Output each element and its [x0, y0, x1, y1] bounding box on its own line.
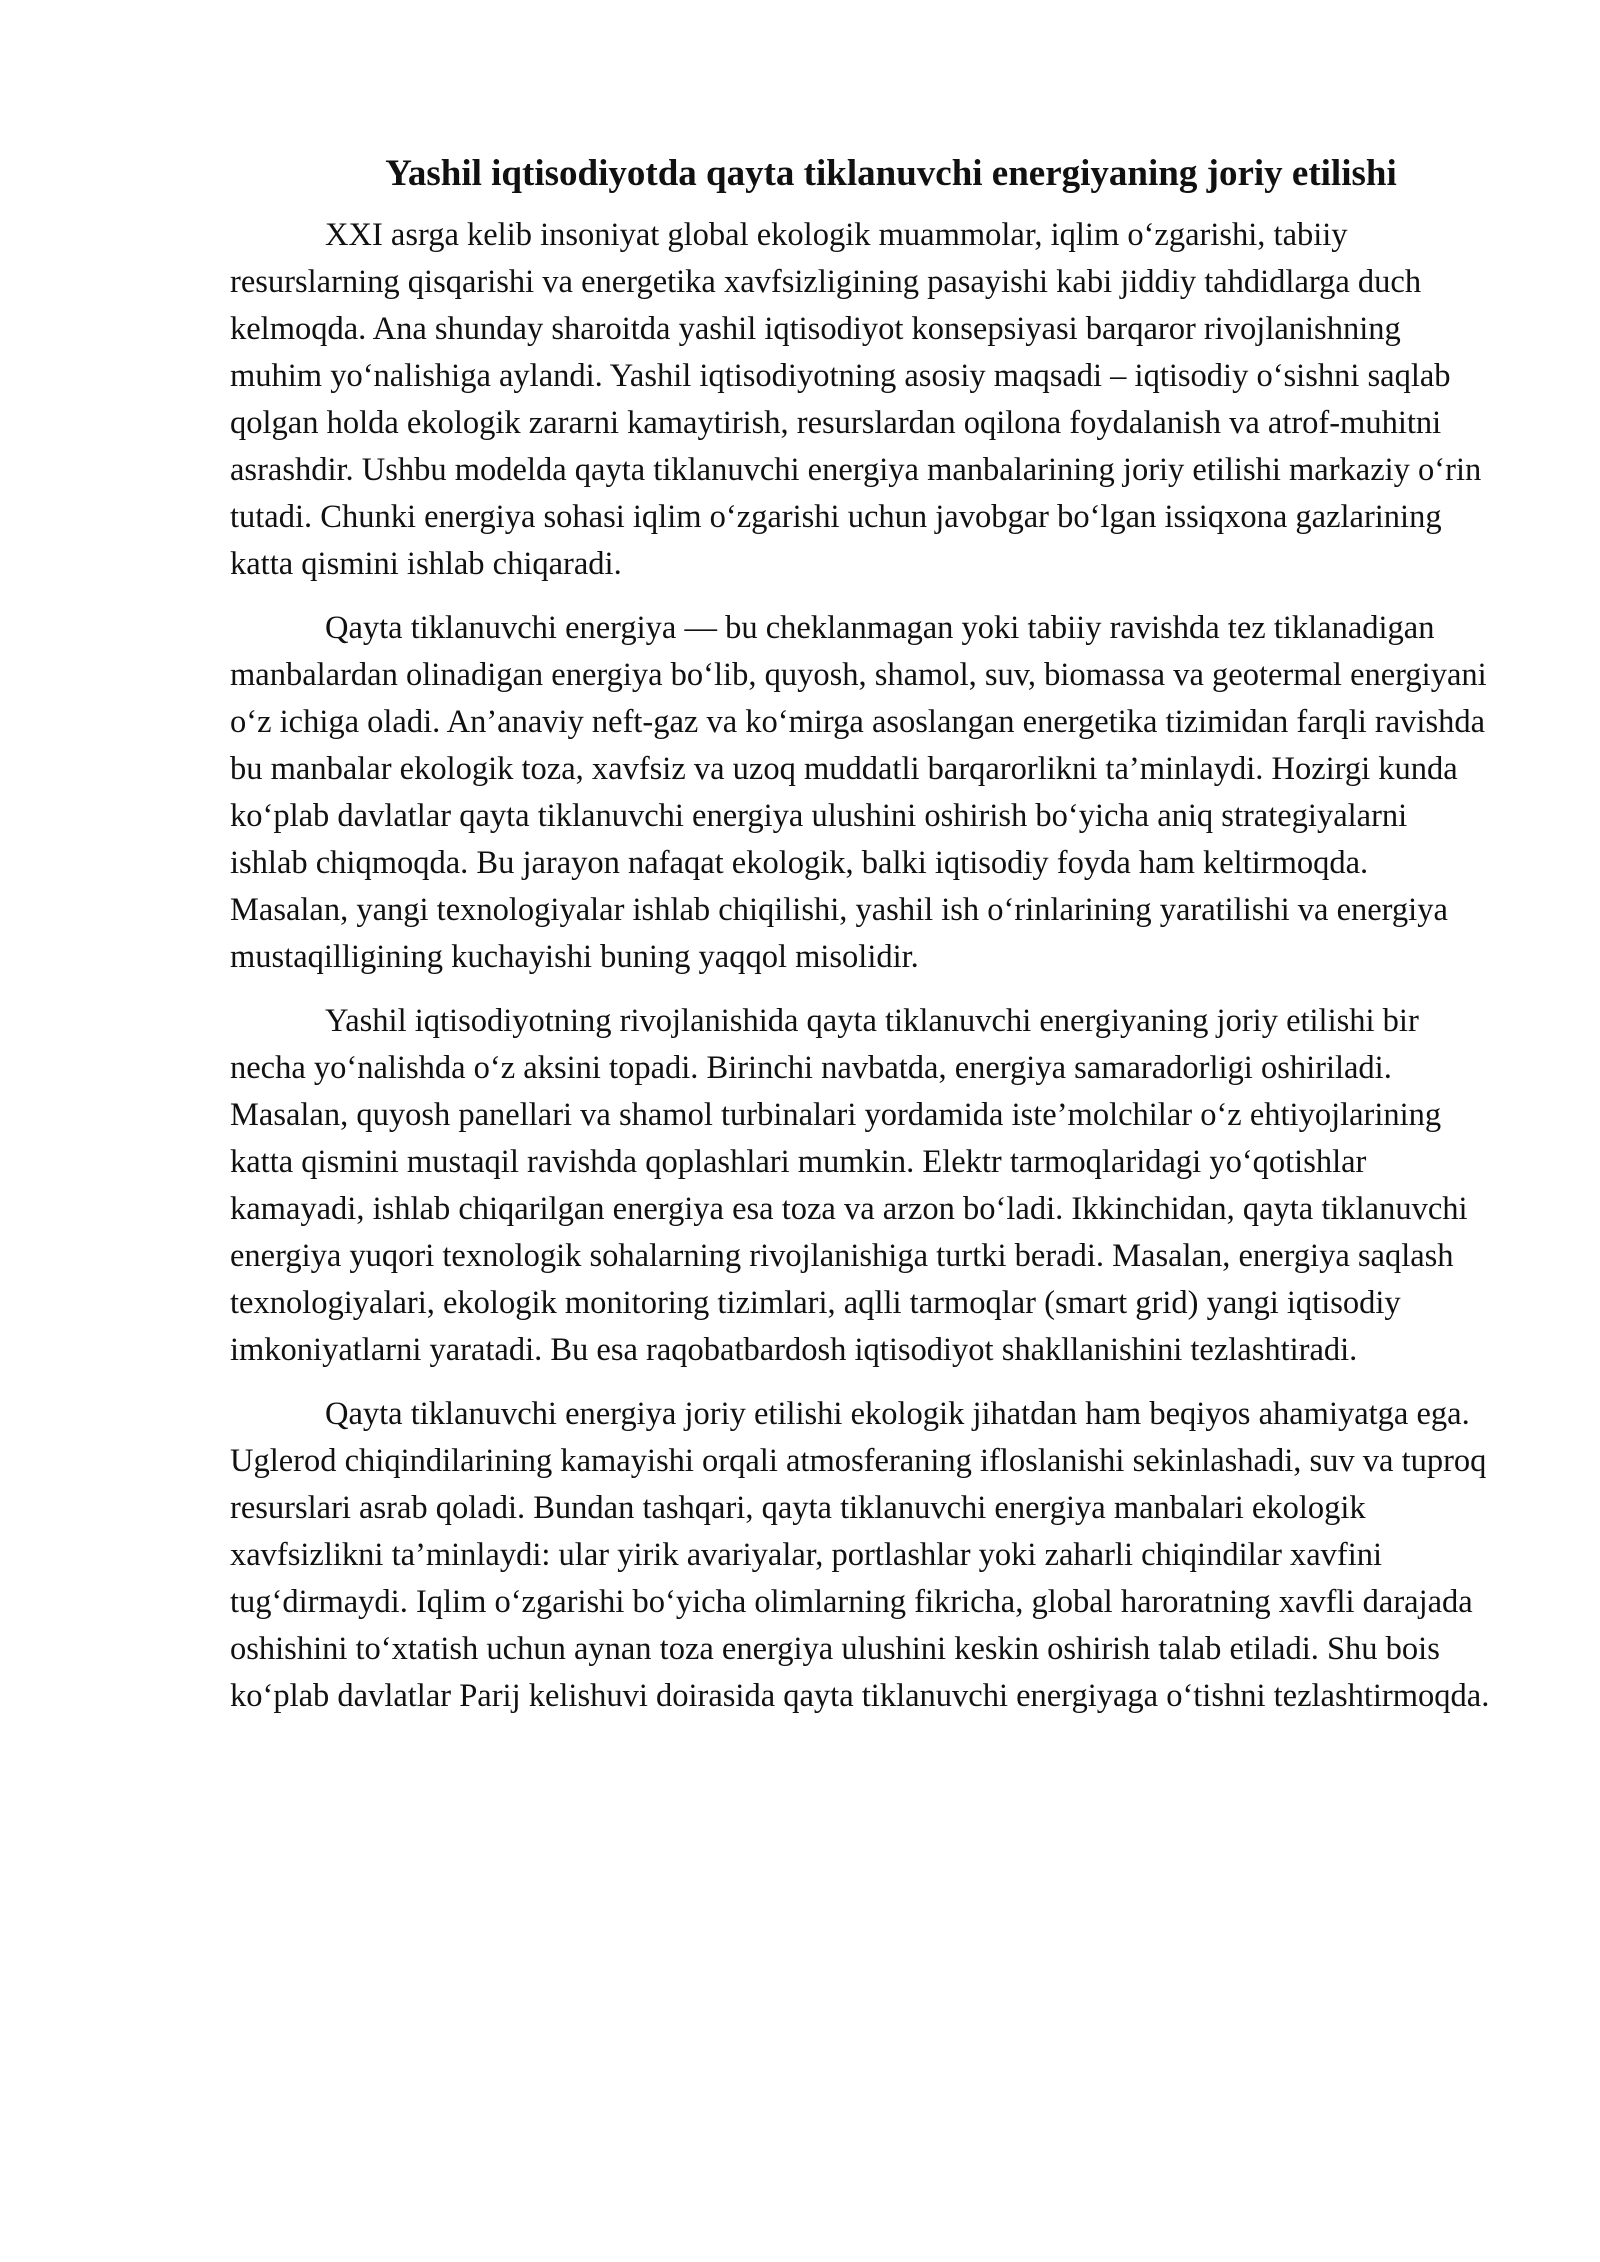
document-body [230, 150, 1492, 1737]
document-title: Yashil iqtisodiyotda qayta tiklanuvchi energiyaning joriy etilishi [385, 153, 1397, 194]
paragraph-4: Qayta tiklanuvchi energiya joriy etilishi ekologik jihatdan ham beqiyos ahamiyatga ega. Uglerod chiqindilarining kamayishi orqali atmosferaning ifloslanishi sekinlashadi, suv va tuproq resurslari asrab qoladi. Bundan tashqari, qayta tiklanuvchi energiya manbalari ekologik xavfsizlikni ta’minlaydi: ular yirik avariyalar, portlashlar yoki zaharli chiqindilar xavfini tug‘dirmaydi. Iqlim o‘zgarishi bo‘yicha olimlarning fikricha, global haroratning xavfli darajada oshishini to‘xtatish uchun aynan toza energiya ulushini keskin oshirish talab etiladi. Shu bois ko‘plab davlatlar Parij kelishuvi doirasida qayta tiklanuvchi energiyaga o‘tishni tezlashtirmoqda. [230, 1396, 1490, 1714]
paragraph-2: Qayta tiklanuvchi energiya — bu cheklanmagan yoki tabiiy ravishda tez tiklanadigan manbalardan olinadigan energiya bo‘lib, quyosh, shamol, suv, biomassa va geotermal energiyani o‘z ichiga oladi. An’anaviy neft-gaz va ko‘mirga asoslangan energetika tizimidan farqli ravishda bu manbalar ekologik toza, xavfsiz va uzoq muddatli barqarorlikni ta’minlaydi. Hozirgi kunda ko‘plab davlatlar qayta tiklanuvchi energiya ulushini oshirish bo‘yicha aniq strategiyalarni ishlab chiqmoqda. Bu jarayon nafaqat ekologik, balki iqtisodiy foyda ham keltirmoqda. Masalan, yangi texnologiyalar ishlab chiqilishi, yashil ish o‘rinlarining yaratilishi va energiya mustaqilligining kuchayishi buning yaqqol misolidir. [230, 610, 1487, 975]
paragraph-3: Yashil iqtisodiyotning rivojlanishida qayta tiklanuvchi energiyaning joriy etilishi bir necha yo‘nalishda o‘z aksini topadi. Birinchi navbatda, energiya samaradorligi oshiriladi. Masalan, quyosh panellari va shamol turbinalari yordamida iste’molchilar o‘z ehtiyojlarining katta qismini mustaqil ravishda qoplashlari mumkin. Elektr tarmoqlaridagi yo‘qotishlar kamayadi, ishlab chiqarilgan energiya esa toza va arzon bo‘ladi. Ikkinchidan, qayta tiklanuvchi energiya yuqori texnologik sohalarning rivojlanishiga turtki beradi. Masalan, energiya saqlash texnologiyalari, ekologik monitoring tizimlari, aqlli tarmoqlar (smart grid) yangi iqtisodiy imkoniyatlarni yaratadi. Bu esa raqobatbardosh iqtisodiyot shakllanishini tezlashtiradi. [230, 1003, 1468, 1368]
paragraph-1: XXI asrga kelib insoniyat global ekologik muammolar, iqlim o‘zgarishi, tabiiy resurslarning qisqarishi va energetika xavfsizligining pasayishi kabi jiddiy tahdidlarga duch kelmoqda. Ana shunday sharoitda yashil iqtisodiyot konsepsiyasi barqaror rivojlanishning muhim yo‘nalishiga aylandi. Yashil iqtisodiyotning asosiy maqsadi – iqtisodiy o‘sishni saqlab qolgan holda ekologik zararni kamaytirish, resurslardan oqilona foydalanish va atrof-muhitni asrashdir. Ushbu modelda qayta tiklanuvchi energiya manbalarining joriy etilishi markaziy o‘rin tutadi. Chunki energiya sohasi iqlim o‘zgarishi uchun javobgar bo‘lgan issiqxona gazlarining katta qismini ishlab chiqaradi. [230, 217, 1482, 582]
